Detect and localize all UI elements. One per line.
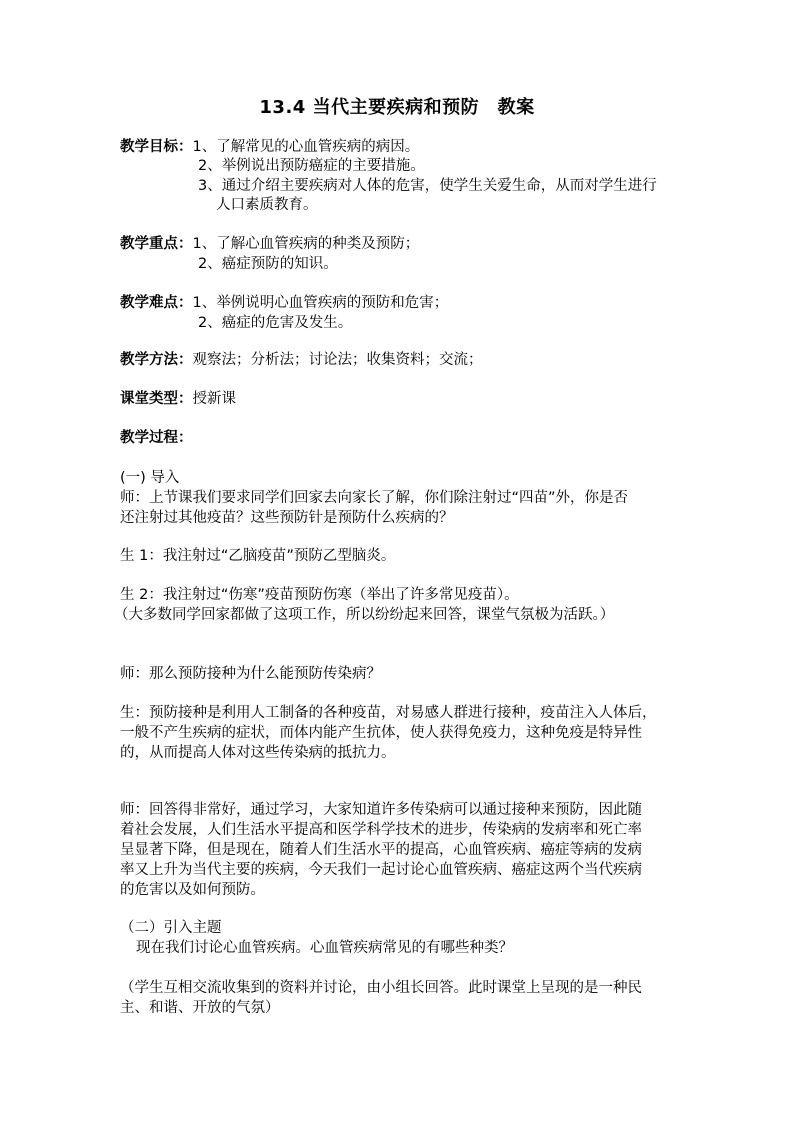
key-point-item-2: 2、癌症预防的知识。 [198, 256, 338, 272]
section-1-heading: (一) 导入 [120, 470, 180, 486]
class-note: （大多数同学回家都做了这项工作，所以纷纷起来回答，课堂气氛极为活跃。） [114, 607, 615, 623]
methods-line [120, 350, 483, 370]
teacher-question-line-1: 师：上节课我们要求同学们回家去向家长了解，你们除注射过“四苗”外，你是否 [120, 490, 629, 506]
difficulties-line-1 [120, 293, 448, 313]
key-points-label: 教学重点： [120, 236, 193, 252]
objectives-label: 教学目标： [120, 139, 193, 155]
objective-item-3-line-2: 人口素质教育。 [216, 197, 318, 213]
process-label: 教学过程： [120, 430, 193, 446]
teacher-summary-line-2: 着社会发展，人们生活水平提高和医学科学技术的进步，传染病的发病率和死亡率 [120, 822, 642, 838]
objective-item-3-line-1: 3、通过介绍主要疾病对人体的危害，使学生关爱生命，从而对学生进行 [198, 178, 657, 194]
lesson-type-line [120, 389, 236, 409]
teacher-question-2: 师：那么预防接种为什么能预防传染病？ [120, 666, 381, 682]
objectives-line-1 [120, 137, 419, 157]
key-points-line-1 [120, 234, 419, 254]
section-2-heading: （二）引入主题 [120, 920, 222, 936]
objective-item-1: 1、了解常见的心血管疾病的病因。 [192, 139, 420, 155]
methods-text: 观察法；分析法；讨论法；收集资料；交流； [192, 352, 483, 368]
teacher-summary-line-5: 的危害以及如何预防。 [120, 882, 265, 898]
student-answer-line-2: 一般不产生疾病的症状，而体内能产生抗体，使人获得免疫力，这种免疫是特异性 [120, 725, 642, 741]
page-title: 13.4 当代主要疾病和预防 教案 [259, 97, 535, 118]
lesson-type-label: 课堂类型： [120, 391, 193, 407]
methods-label: 教学方法： [120, 352, 193, 368]
section-2-note-line-1: （学生互相交流收集到的资料并讨论，由小组长回答。此时课堂上呈现的是一种民 [120, 980, 642, 996]
student-answer-line-3: 的，从而提高人体对这些传染病的抵抗力。 [120, 745, 396, 761]
student-1-answer: 生 1：我注射过“乙脑疫苗”预防乙型脑炎。 [120, 548, 396, 564]
difficulties-label: 教学难点： [120, 295, 193, 311]
teacher-summary-line-1: 师：回答得非常好，通过学习，大家知道许多传染病可以通过接种来预防，因此随 [120, 802, 642, 818]
difficulty-item-2: 2、癌症的危害及发生。 [198, 315, 353, 331]
section-2-question: 现在我们讨论心血管疾病。心血管疾病常见的有哪些种类？ [136, 940, 513, 956]
key-point-item-1: 1、了解心血管疾病的种类及预防； [192, 236, 420, 252]
lesson-type-text: 授新课 [192, 391, 236, 407]
objective-item-2: 2、举例说出预防癌症的主要措施。 [198, 158, 425, 174]
student-2-answer: 生 2：我注射过“伤寒”疫苗预防伤寒（举出了许多常见疫苗）。 [120, 587, 519, 603]
section-2-note-line-2: 主、和谐、开放的气氛） [120, 1000, 280, 1016]
difficulty-item-1: 1、举例说明心血管疾病的预防和危害； [192, 295, 449, 311]
teacher-question-line-2: 还注射过其他疫苗？这些预防针是预防什么疾病的？ [120, 510, 454, 526]
student-answer-line-1: 生：预防接种是利用人工制备的各种疫苗，对易感人群进行接种，疫苗注入人体后， [120, 705, 657, 721]
teacher-summary-line-3: 呈显著下降，但是现在，随着人们生活水平的提高，心血管疾病、癌症等病的发病 [120, 842, 642, 858]
teacher-summary-line-4: 率又上升为当代主要的疾病，今天我们一起讨论心血管疾病、癌症这两个当代疾病 [120, 862, 642, 878]
